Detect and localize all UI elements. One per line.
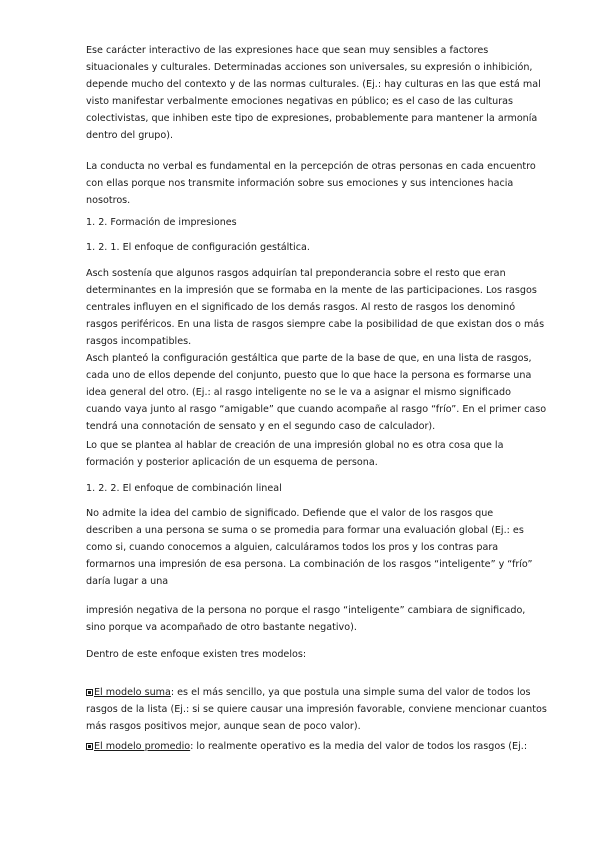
text-line: colectivistas, que inhiben este tipo de expresiones, probablemente para mantener la armonía xyxy=(86,113,538,124)
text-line: impresión negativa de la persona no porque el rasgo “inteligente” cambiara de significado, xyxy=(86,605,526,616)
text-line: formarnos una impresión de esa persona. La combinación de los rasgos “inteligente” y “frío” xyxy=(86,559,533,570)
text-line: con ellas porque nos transmite información sobre sus emociones y sus intenciones hacia xyxy=(86,178,514,189)
text-line: idea general del otro. (Ej.: al rasgo inteligente no se le va a asignar el mismo significado xyxy=(86,387,511,398)
text-line: cuando vaya junto al rasgo “amigable” que cuando acompañe al rasgo “frío”. En el primer caso xyxy=(86,404,547,415)
heading-text: 1. 2. Formación de impresiones xyxy=(86,217,237,228)
paragraph-asch-gestalt xyxy=(86,350,547,435)
text-line: daría lugar a una xyxy=(86,576,169,587)
model-term: El modelo promedio xyxy=(94,741,191,752)
text-line: Asch sostenía que algunos rasgos adquirían tal preponderancia sobre el resto que eran xyxy=(86,268,506,279)
paragraph-nonverbal-conduct xyxy=(86,158,536,209)
section-heading xyxy=(86,214,516,231)
text-line: sino porque va acompañado de otro bastante negativo). xyxy=(86,622,357,633)
paragraph-negative-impression xyxy=(86,602,526,636)
bullet-box-icon xyxy=(86,689,93,696)
text-line: visto manifestar verbalmente emociones negativas en público; es el caso de las culturas xyxy=(86,96,514,107)
text-line: tendrá una connotación de sensato y en el segundo caso de calculador). xyxy=(86,421,436,432)
heading-text: 1. 2. 1. El enfoque de configuración gestáltica. xyxy=(86,242,310,253)
text-line: más rasgos positivos mejor, aunque sean de poco valor). xyxy=(86,721,361,732)
text-line xyxy=(86,738,528,755)
text-line: Asch planteó la configuración gestáltica que parte de la base de que, en una lista de rasgos, xyxy=(86,353,532,364)
text-line: formación y posterior aplicación de un esquema de persona. xyxy=(86,457,378,468)
model-description: : lo realmente operativo es la media del valor de todos los rasgos (Ej.: xyxy=(190,741,528,752)
text-line: rasgos de la lista (Ej.: si se quiere causar una impresión favorable, conviene mencionar cuantos xyxy=(86,704,547,715)
text-line: Dentro de este enfoque existen tres modelos: xyxy=(86,649,307,660)
text-line: Lo que se plantea al hablar de creación de una impresión global no es otra cosa que la xyxy=(86,440,504,451)
text-line: describen a una persona se suma o se promedia para formar una evaluación global (Ej.: es xyxy=(86,525,524,536)
text-line: rasgos periféricos. En una lista de rasgos siempre cabe la posibilidad de que existan dos o más xyxy=(86,319,545,330)
text-line: Ese carácter interactivo de las expresiones hace que sean muy sensibles a factores xyxy=(86,45,489,56)
paragraph-expression-context xyxy=(86,42,541,144)
list-item-average-model xyxy=(86,738,528,755)
bullet-box-icon xyxy=(86,743,93,750)
model-description: : es el más sencillo, ya que postula una simple suma del valor de todos los xyxy=(170,687,531,698)
heading-text: 1. 2. 2. El enfoque de combinación lineal xyxy=(86,483,282,494)
model-term: El modelo suma xyxy=(94,687,171,698)
text-line: cada uno de ellos depende del conjunto, puesto que lo que hace la persona es formarse una xyxy=(86,370,532,381)
paragraph-global-impression xyxy=(86,437,516,471)
text-line: depende mucho del contexto y de las normas culturales. (Ej.: hay culturas en las que está mal xyxy=(86,79,541,90)
paragraph-asch-central-traits xyxy=(86,265,545,350)
paragraph-linear-combination xyxy=(86,505,533,590)
text-line: dentro del grupo). xyxy=(86,130,174,141)
text-line: como si, cuando conocemos a alguien, calculáramos todos los pros y los contras para xyxy=(86,542,499,553)
subsection-heading xyxy=(86,239,516,256)
list-item-sum-model xyxy=(86,684,547,735)
text-line: rasgos incompatibles. xyxy=(86,336,192,347)
text-line xyxy=(86,684,531,701)
text-line: centrales influyen en el significado de los demás rasgos. Al resto de rasgos los denominó xyxy=(86,302,516,313)
text-line: situacionales y culturales. Determinadas acciones son universales, su expresión o inhibición, xyxy=(86,62,533,73)
subsection-heading xyxy=(86,480,516,497)
paragraph-three-models xyxy=(86,646,516,663)
text-line: No admite la idea del cambio de significado. Defiende que el valor de los rasgos que xyxy=(86,508,494,519)
text-line: La conducta no verbal es fundamental en la percepción de otras personas en cada encuentro xyxy=(86,161,536,172)
text-line: determinantes en la impresión que se formaba en la mente de las participaciones. Los rasgos xyxy=(86,285,537,296)
text-line: nosotros. xyxy=(86,195,131,206)
